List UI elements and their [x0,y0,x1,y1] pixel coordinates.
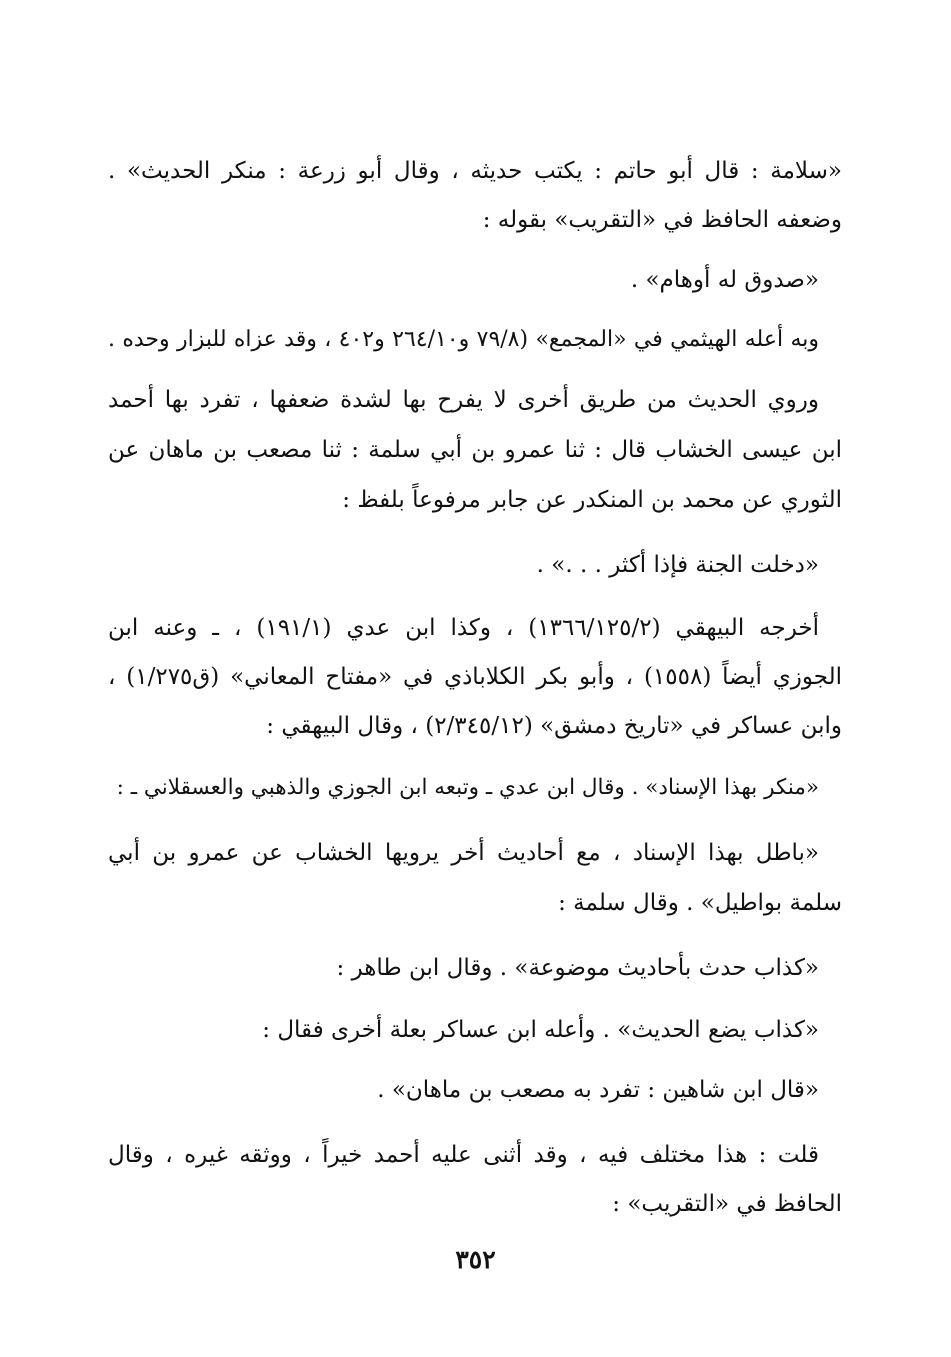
text-line: «كذاب حدث بأحاديث موضوعة» . وقال ابن طاهر : [336,955,819,981]
text-line: «دخلت الجنة فإذا أكثر . . .» . [536,552,819,578]
text-line: «سلامة : قال أبو حاتم : يكتب حديثه ، وقال أبو زرعة : منكر الحديث» . [108,158,842,184]
text-line: الحافظ في «التقريب» : [612,1191,842,1217]
text-line: وابن عساكر في «تاريخ دمشق» (٢/٣٤٥/١٢) ، وقال البيهقي : [266,713,842,739]
text-line: الجوزي أيضاً (١٥٥٨) ، وأبو بكر الكلاباذي في «مفتاح المعاني» (ق١/٢٧٥) ، [108,664,842,690]
text-line: ابن عيسى الخشاب قال : ثنا عمرو بن أبي سلمة : ثنا مصعب بن ماهان عن [108,437,842,463]
text-line: وروي الحديث من طريق أخرى لا يفرح بها لشدة ضعفها ، تفرد بها أحمد [108,387,819,413]
text-line: «منكر بهذا الإسناد» . وقال ابن عدي ـ وتبعه ابن الجوزي والذهبي والعسقلاني ـ : [116,775,819,800]
text-line: «كذاب يضع الحديث» . وأعله ابن عساكر بعلة أخرى فقال : [262,1017,819,1043]
text-line: وضعفه الحافظ في «التقريب» بقوله : [482,207,842,233]
text-line: قلت : هذا مختلف فيه ، وقد أثنى عليه أحمد خيراً ، ووثقه غيره ، وقال [108,1142,819,1168]
text-line: «قال ابن شاهين : تفرد به مصعب بن ماهان» . [377,1077,819,1103]
text-line: سلمة بواطيل» . وقال سلمة : [558,890,842,916]
text-line: أخرجه البيهقي (١٣٦٦/١٢٥/٢) ، وكذا ابن عدي (١٩١/١) ، ـ وعنه ابن [108,615,820,641]
page-number: ٣٥٢ [455,1245,496,1274]
text-line: وبه أعله الهيثمي في «المجمع» (٧٩/٨ و٢٦٤/١٠ و٤٠٢ ، وقد عزاه للبزار وحده . [108,327,819,352]
text-line: الثوري عن محمد بن المنكدر عن جابر مرفوعاً بلفظ : [342,487,842,513]
text-line: «صدوق له أوهام» . [630,267,819,293]
text-line: «باطل بهذا الإسناد ، مع أحاديث أخر يرويها الخشاب عن عمرو بن أبي [108,840,819,866]
